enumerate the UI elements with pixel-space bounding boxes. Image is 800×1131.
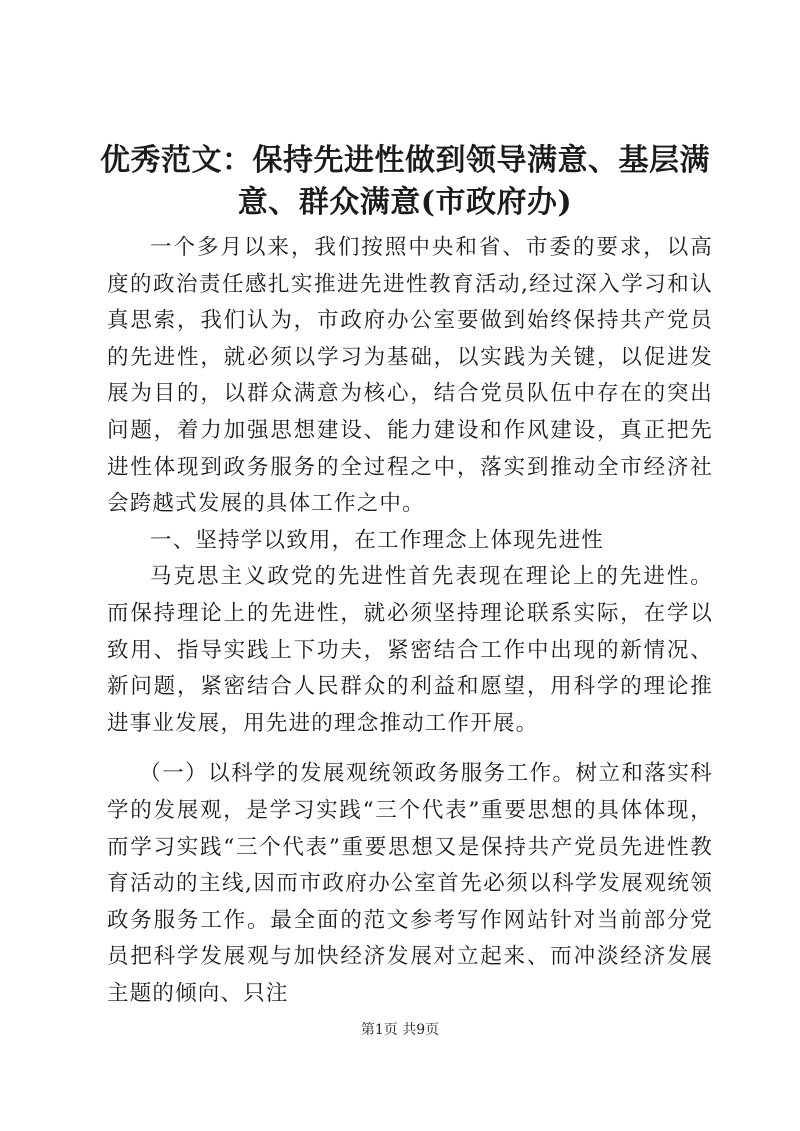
document-title: 优秀范文：保持先进性做到领导满意、基层满意、群众满意(市政府办) (100, 143, 710, 220)
section-1-paragraph: 马克思主义政党的先进性首先表现在理论上的先进性。而保持理论上的先进性，就必须坚持理论联系实际，在学以致用、指导实践上下功夫，紧密结合工作中出现的新情况、新问题，紧密结合人民群众的利益和愿望，用科学的理论推进事业发展，用先进的理念推动工作开展。 (107, 564, 713, 736)
subsection-1-paragraph: （一）以科学的发展观统领政务服务工作。树立和落实科学的发展观，是学习实践“三个代表”重要思想的具体体现，而学习实践“三个代表”重要思想又是保持共产党员先进性教育活动的主线,因而市政府办公室首先必须以科学发展观统领政务服务工作。最全面的范文参考写作网站针对当前部分党员把科学发展观与加快经济发展对立起来、而冲淡经济发展主题的倾向、只注 (107, 761, 713, 1006)
section-heading-1: 一、坚持学以致用，在工作理念上体现先进性 (150, 527, 605, 553)
document-body (107, 230, 713, 1012)
intro-paragraph: 一个多月以来，我们按照中央和省、市委的要求，以高度的政治责任感扎实推进先进性教育活动,经过深入学习和认真思索，我们认为，市政府办公室要做到始终保持共产党员的先进性，就必须以学习为基础，以实践为关键，以促进发展为目的，以群众满意为核心，结合党员队伍中存在的突出问题，着力加强思想建设、能力建设和作风建设，真正把先进性体现到政务服务的全过程之中，落实到推动全市经济社会跨越式发展的具体工作之中。 (107, 235, 713, 517)
page-footer: 第1页 共9页 (360, 1022, 440, 1038)
